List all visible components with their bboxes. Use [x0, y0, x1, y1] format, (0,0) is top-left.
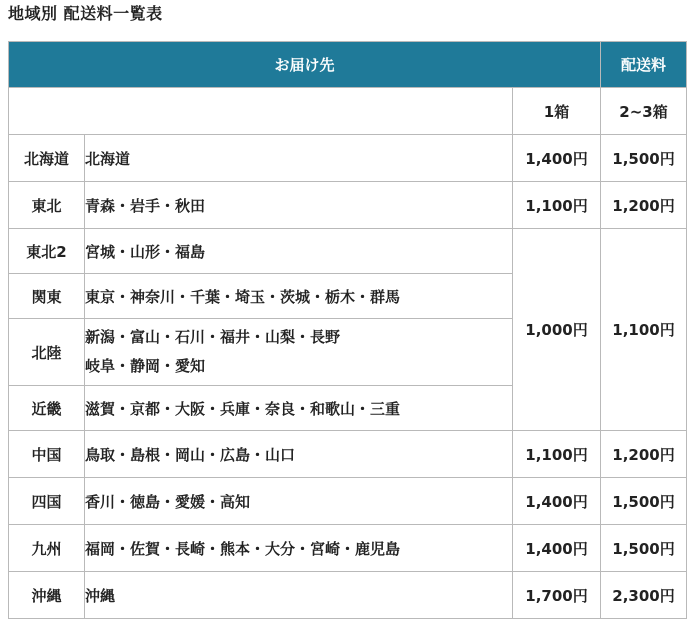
table-row — [9, 182, 687, 229]
blank-header-cell — [9, 88, 513, 135]
region-cell: 東北 — [9, 182, 85, 229]
prefecture-cell: 北海道 — [85, 135, 513, 182]
prefecture-cell — [85, 319, 513, 386]
prefecture-cell: 東京・神奈川・千葉・埼玉・茨城・栃木・群馬 — [85, 274, 513, 319]
region-cell: 東北2 — [9, 229, 85, 274]
fee-one-box: 1,100円 — [513, 431, 601, 478]
prefecture-cell: 宮城・山形・福島 — [85, 229, 513, 274]
fee-two-three-box: 1,200円 — [601, 431, 687, 478]
region-cell: 九州 — [9, 525, 85, 572]
region-cell: 近畿 — [9, 386, 85, 431]
region-cell: 関東 — [9, 274, 85, 319]
prefecture-line: 新潟・富山・石川・福井・山梨・長野 — [85, 328, 341, 346]
table-row — [9, 478, 687, 525]
shipping-fee-table — [8, 41, 687, 619]
fee-one-box: 1,100円 — [513, 182, 601, 229]
merged-fee-two-three-box: 1,100円 — [601, 229, 687, 431]
prefecture-cell: 福岡・佐賀・長崎・熊本・大分・宮崎・鹿児島 — [85, 525, 513, 572]
region-cell: 北海道 — [9, 135, 85, 182]
fee-one-box: 1,400円 — [513, 525, 601, 572]
box-count-header-row — [9, 88, 687, 135]
table-row — [9, 525, 687, 572]
region-cell: 四国 — [9, 478, 85, 525]
region-cell: 沖縄 — [9, 572, 85, 619]
table-row — [9, 431, 687, 478]
fee-two-three-box: 2,300円 — [601, 572, 687, 619]
prefecture-cell: 鳥取・島根・岡山・広島・山口 — [85, 431, 513, 478]
prefecture-cell: 沖縄 — [85, 572, 513, 619]
region-cell: 中国 — [9, 431, 85, 478]
table-row — [9, 229, 687, 274]
table-header-row — [9, 42, 687, 88]
fee-two-three-box: 1,500円 — [601, 135, 687, 182]
prefecture-cell: 青森・岩手・秋田 — [85, 182, 513, 229]
prefecture-cell: 滋賀・京都・大阪・兵庫・奈良・和歌山・三重 — [85, 386, 513, 431]
two-three-box-header: 2~3箱 — [601, 88, 687, 135]
prefecture-cell: 香川・徳島・愛媛・高知 — [85, 478, 513, 525]
merged-fee-one-box: 1,000円 — [513, 229, 601, 431]
region-cell: 北陸 — [9, 319, 85, 386]
fee-one-box: 1,400円 — [513, 478, 601, 525]
prefecture-line: 岐阜・静岡・愛知 — [85, 357, 206, 375]
table-row — [9, 135, 687, 182]
page-title: 地域別 配送料一覧表 — [8, 4, 163, 23]
fee-two-three-box: 1,500円 — [601, 525, 687, 572]
destination-header: お届け先 — [9, 42, 601, 88]
fee-two-three-box: 1,500円 — [601, 478, 687, 525]
fee-header: 配送料 — [601, 42, 687, 88]
table-row — [9, 572, 687, 619]
one-box-header: 1箱 — [513, 88, 601, 135]
fee-one-box: 1,700円 — [513, 572, 601, 619]
fee-two-three-box: 1,200円 — [601, 182, 687, 229]
fee-one-box: 1,400円 — [513, 135, 601, 182]
